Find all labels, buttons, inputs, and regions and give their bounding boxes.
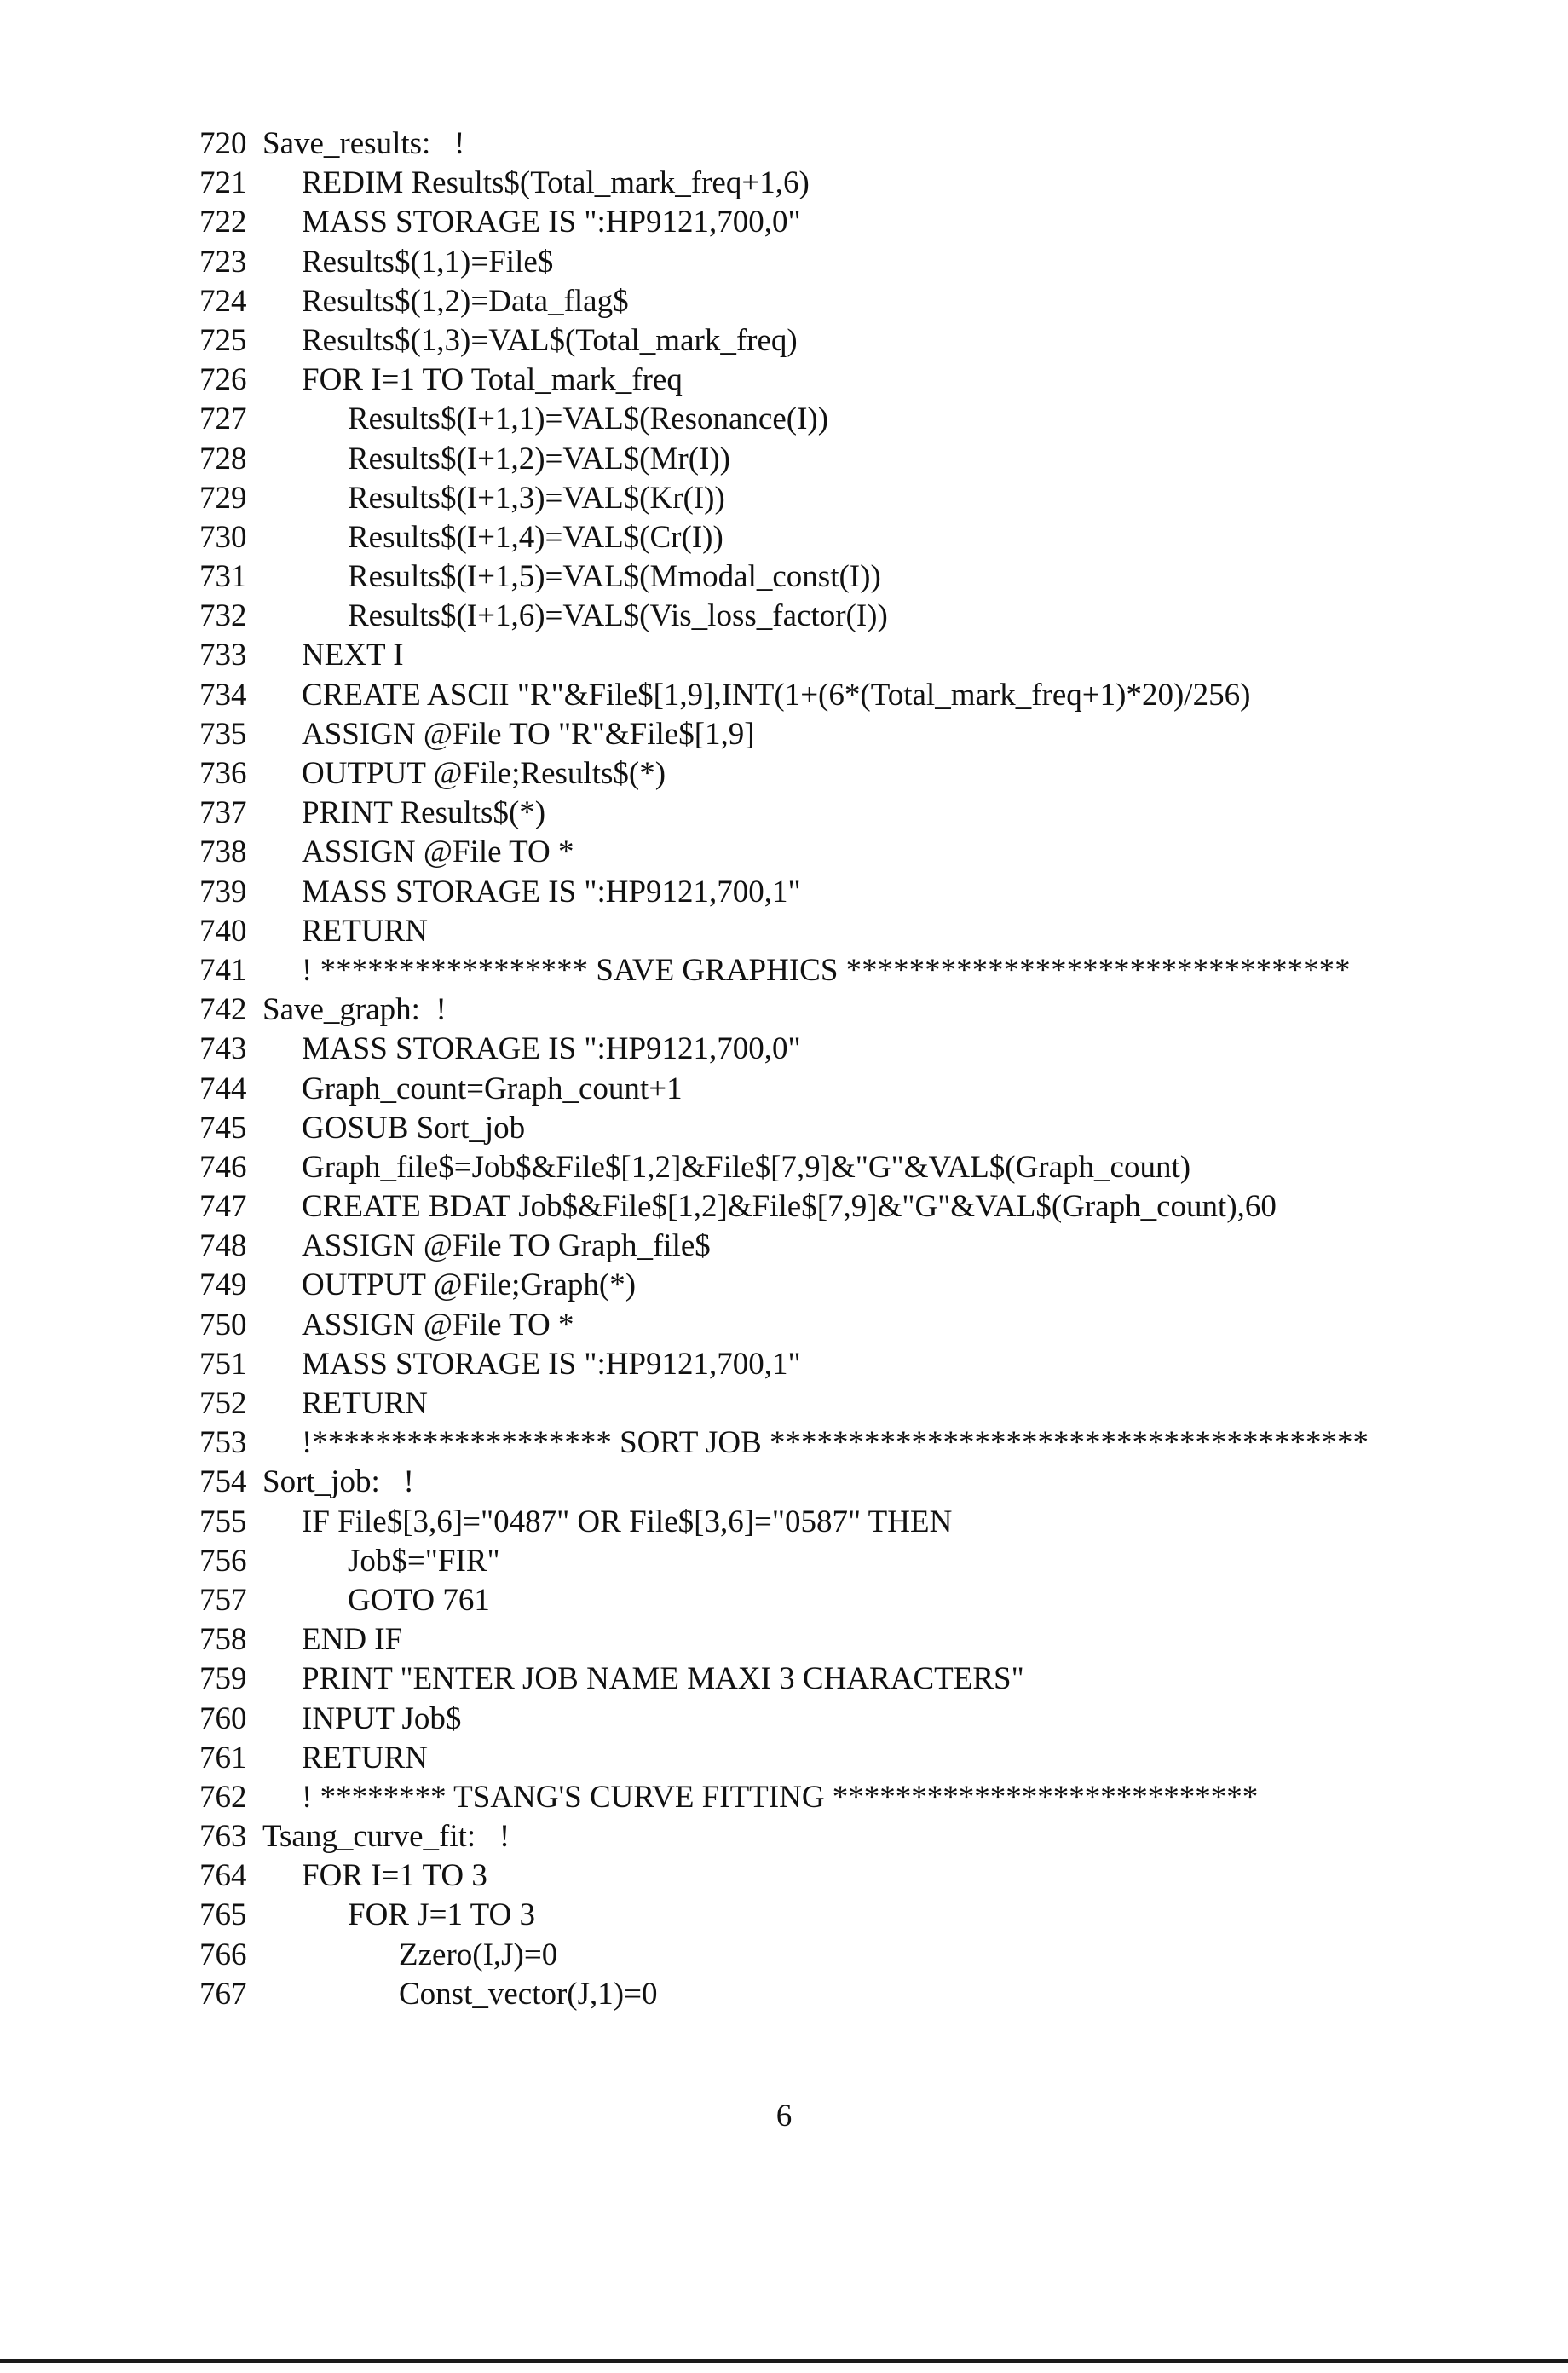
code-line — [199, 557, 1369, 597]
code-text: CREATE BDAT Job$&File$[1,2]&File$[7,9]&"G"&VAL$(Graph_count),60 — [302, 1189, 1277, 1225]
page-number: 6 — [775, 2099, 793, 2133]
code-line — [199, 1148, 1369, 1187]
code-line — [199, 1896, 1369, 1935]
code-text: NEXT I — [302, 638, 404, 673]
code-text: !******************* SORT JOB ************************************** — [302, 1425, 1369, 1461]
line-number: 728 — [199, 441, 247, 476]
code-line — [199, 1936, 1369, 1975]
line-number: 741 — [199, 952, 247, 988]
code-line — [199, 754, 1369, 794]
code-text: END IF — [302, 1622, 403, 1658]
line-number: 748 — [199, 1228, 247, 1264]
code-line — [199, 1109, 1369, 1148]
line-number: 747 — [199, 1189, 247, 1225]
code-text: RETURN — [302, 1740, 428, 1775]
line-number: 722 — [199, 205, 247, 240]
code-text: RETURN — [302, 1386, 428, 1421]
code-text: MASS STORAGE IS ":HP9121,700,0" — [302, 1031, 801, 1067]
line-number: 730 — [199, 519, 247, 555]
code-text: FOR I=1 TO Total_mark_freq — [302, 362, 683, 398]
code-text: Results$(1,2)=Data_flag$ — [302, 283, 629, 319]
code-line — [199, 794, 1369, 833]
line-number: 751 — [199, 1346, 247, 1382]
code-line — [199, 1542, 1369, 1581]
code-text: REDIM Results$(Total_mark_freq+1,6) — [302, 165, 810, 201]
line-number: 735 — [199, 716, 247, 752]
code-text: FOR I=1 TO 3 — [302, 1858, 487, 1894]
code-line — [199, 715, 1369, 754]
line-number: 746 — [199, 1149, 247, 1185]
code-line — [199, 1030, 1369, 1069]
code-text: Zzero(I,J)=0 — [399, 1937, 558, 1972]
code-line — [199, 1581, 1369, 1620]
code-text: GOSUB Sort_job — [302, 1110, 526, 1146]
code-line — [199, 1700, 1369, 1739]
code-line — [199, 124, 1369, 164]
code-line — [199, 243, 1369, 282]
code-line — [199, 1778, 1369, 1817]
code-text: IF File$[3,6]="0487" OR File$[3,6]="0587" THEN — [302, 1504, 953, 1539]
code-line — [199, 951, 1369, 990]
code-line — [199, 1503, 1369, 1542]
code-line — [199, 1620, 1369, 1660]
code-text: Graph_file$=Job$&File$[1,2]&File$[7,9]&"G"&VAL$(Graph_count) — [302, 1149, 1191, 1185]
code-line — [199, 1345, 1369, 1384]
line-number: 743 — [199, 1031, 247, 1067]
code-text: FOR J=1 TO 3 — [348, 1897, 535, 1933]
code-line — [199, 1660, 1369, 1699]
line-number: 763 — [199, 1819, 247, 1855]
line-number: 760 — [199, 1700, 247, 1736]
code-line — [199, 203, 1369, 242]
code-text: PRINT "ENTER JOB NAME MAXI 3 CHARACTERS" — [302, 1661, 1024, 1697]
code-text: Results$(1,1)=File$ — [302, 244, 554, 280]
line-number: 723 — [199, 244, 247, 280]
line-number: 758 — [199, 1622, 247, 1658]
code-line — [199, 518, 1369, 557]
code-text: Tsang_curve_fit: ! — [262, 1819, 510, 1855]
code-text: Sort_job: ! — [262, 1464, 414, 1500]
code-line — [199, 1856, 1369, 1896]
code-line — [199, 1975, 1369, 2014]
code-text: ASSIGN @File TO * — [302, 834, 574, 870]
code-line — [199, 676, 1369, 715]
code-line — [199, 440, 1369, 479]
code-text: Results$(I+1,6)=VAL$(Vis_loss_factor(I)) — [348, 598, 888, 634]
code-text: OUTPUT @File;Graph(*) — [302, 1267, 637, 1303]
code-text: Results$(I+1,2)=VAL$(Mr(I)) — [348, 441, 731, 476]
code-line — [199, 912, 1369, 951]
code-listing — [199, 124, 1369, 2014]
line-number: 733 — [199, 638, 247, 673]
code-text: Results$(I+1,4)=VAL$(Cr(I)) — [348, 519, 723, 555]
code-text: ASSIGN @File TO * — [302, 1307, 574, 1342]
code-line — [199, 479, 1369, 518]
code-text: Const_vector(J,1)=0 — [399, 1976, 658, 2012]
code-text: MASS STORAGE IS ":HP9121,700,0" — [302, 205, 801, 240]
line-number: 767 — [199, 1976, 247, 2012]
line-number: 756 — [199, 1543, 247, 1579]
line-number: 749 — [199, 1267, 247, 1303]
code-text: Results$(I+1,1)=VAL$(Resonance(I)) — [348, 401, 829, 437]
line-number: 740 — [199, 913, 247, 949]
code-line — [199, 597, 1369, 636]
line-number: 731 — [199, 559, 247, 595]
code-text: Graph_count=Graph_count+1 — [302, 1071, 683, 1106]
code-text: ASSIGN @File TO Graph_file$ — [302, 1228, 711, 1264]
code-text: Results$(I+1,5)=VAL$(Mmodal_const(I)) — [348, 559, 881, 595]
code-line — [199, 321, 1369, 361]
line-number: 724 — [199, 283, 247, 319]
code-text: Results$(1,3)=VAL$(Total_mark_freq) — [302, 322, 798, 358]
code-text: ASSIGN @File TO "R"&File$[1,9] — [302, 716, 755, 752]
code-line — [199, 1739, 1369, 1778]
code-line — [199, 1070, 1369, 1109]
line-number: 727 — [199, 401, 247, 437]
line-number: 738 — [199, 834, 247, 870]
line-number: 757 — [199, 1582, 247, 1618]
code-line — [199, 1187, 1369, 1227]
code-line — [199, 636, 1369, 675]
line-number: 726 — [199, 362, 247, 398]
code-line — [199, 361, 1369, 400]
code-text: Results$(I+1,3)=VAL$(Kr(I)) — [348, 480, 725, 516]
line-number: 732 — [199, 598, 247, 634]
code-line — [199, 1463, 1369, 1502]
code-line — [199, 990, 1369, 1030]
code-text: RETURN — [302, 913, 428, 949]
line-number: 729 — [199, 480, 247, 516]
line-number: 720 — [199, 126, 247, 161]
line-number: 761 — [199, 1740, 247, 1775]
code-text: ! ***************** SAVE GRAPHICS ******************************** — [302, 952, 1351, 988]
line-number: 725 — [199, 322, 247, 358]
line-number: 764 — [199, 1858, 247, 1894]
code-line — [199, 1384, 1369, 1423]
code-line — [199, 1817, 1369, 1856]
code-line — [199, 1306, 1369, 1345]
code-text: INPUT Job$ — [302, 1700, 462, 1736]
code-line — [199, 1266, 1369, 1305]
code-text: Save_results: ! — [262, 126, 465, 161]
code-text: OUTPUT @File;Results$(*) — [302, 756, 666, 791]
code-line — [199, 873, 1369, 912]
line-number: 737 — [199, 795, 247, 831]
code-text: GOTO 761 — [348, 1582, 490, 1618]
line-number: 762 — [199, 1779, 247, 1815]
line-number: 742 — [199, 992, 247, 1028]
line-number: 752 — [199, 1386, 247, 1421]
line-number: 759 — [199, 1661, 247, 1697]
line-number: 745 — [199, 1110, 247, 1146]
line-number: 753 — [199, 1425, 247, 1461]
line-number: 766 — [199, 1937, 247, 1972]
line-number: 755 — [199, 1504, 247, 1539]
code-text: CREATE ASCII "R"&File$[1,9],INT(1+(6*(Total_mark_freq+1)*20)/256) — [302, 677, 1251, 713]
line-number: 765 — [199, 1897, 247, 1933]
code-line — [199, 400, 1369, 439]
code-text: ! ******** TSANG'S CURVE FITTING *************************** — [302, 1779, 1259, 1815]
line-number: 739 — [199, 874, 247, 909]
line-number: 721 — [199, 165, 247, 201]
code-text: MASS STORAGE IS ":HP9121,700,1" — [302, 1346, 801, 1382]
line-number: 754 — [199, 1464, 247, 1500]
code-line — [199, 164, 1369, 203]
code-text: MASS STORAGE IS ":HP9121,700,1" — [302, 874, 801, 909]
code-text: Job$="FIR" — [348, 1543, 500, 1579]
line-number: 736 — [199, 756, 247, 791]
line-number: 744 — [199, 1071, 247, 1106]
bottom-rule — [0, 2359, 1568, 2363]
line-number: 734 — [199, 677, 247, 713]
code-text: Save_graph: ! — [262, 992, 447, 1028]
code-text: PRINT Results$(*) — [302, 795, 546, 831]
code-line — [199, 1227, 1369, 1266]
line-number: 750 — [199, 1307, 247, 1342]
code-line — [199, 1423, 1369, 1463]
code-line — [199, 282, 1369, 321]
code-line — [199, 833, 1369, 872]
